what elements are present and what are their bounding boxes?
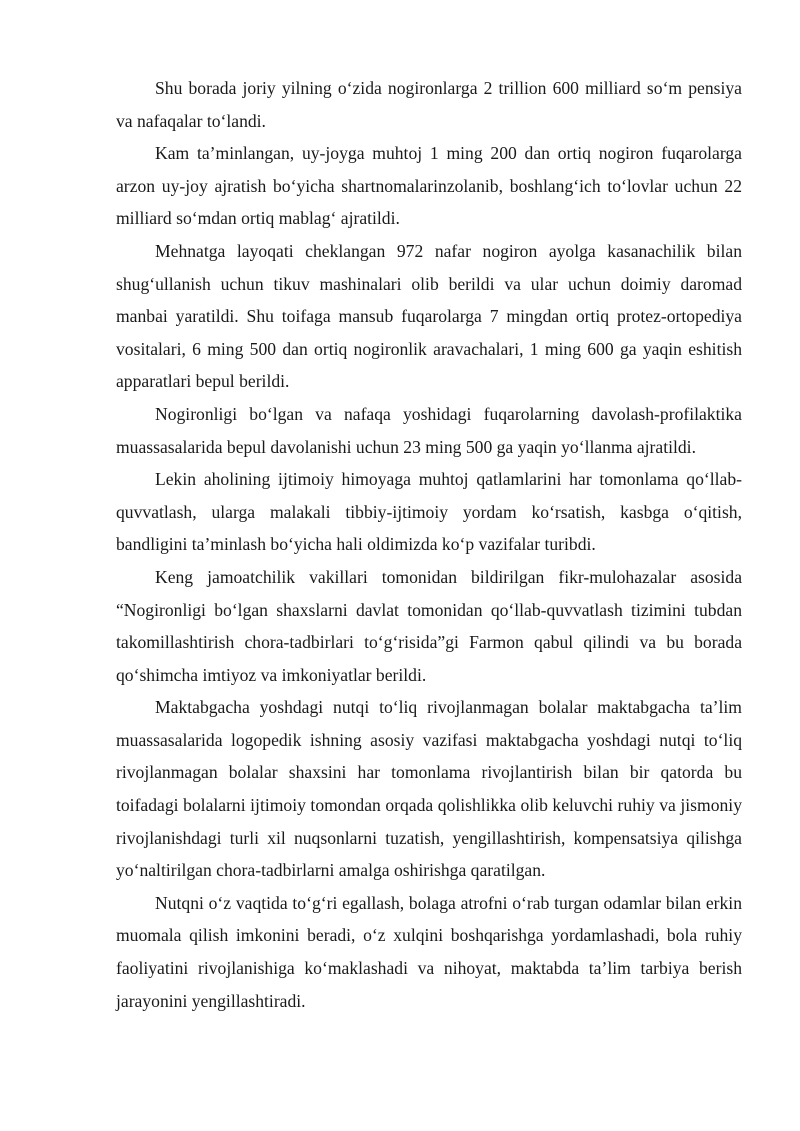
paragraph-5: Lekin aholining ijtimoiy himoyaga muhtoj qatlamlarini har tomonlama qo‘llab-quvvatlash, ularga malakali tibbiy-ijtimoiy yordam ko‘rsatish, kasbga o‘qitish, bandligini ta’minlash bo‘yicha hali oldimizda ko‘p vazifalar turibdi. [116,469,742,555]
paragraph-3: Mehnatga layoqati cheklangan 972 nafar nogiron ayolga kasanachilik bilan shug‘ullanish uchun tikuv mashinalari olib berildi va ular uchun doimiy daromad manbai yaratildi. Shu toifaga mansub fuqarolarga 7 mingdan ortiq protez-ortopediya vositalari, 6 ming 500 dan ortiq nogironlik aravachalari, 1 ming 600 ga yaqin eshitish apparatlari bepul berildi. [116,240,742,392]
paragraph-6: Keng jamoatchilik vakillari tomonidan bildirilgan fikr-mulohazalar asosida “Nogironligi bo‘lgan shaxslarni davlat tomonidan qo‘llab-quvvatlash tizimini tubdan takomillashtirish chora-tadbirlari to‘g‘risida”gi Farmon qabul qilindi va bu borada qo‘shimcha imtiyoz va imkoniyatlar berildi. [116,566,742,685]
paragraph-4: Nogironligi bo‘lgan va nafaqa yoshidagi fuqarolarning davolash-profilaktika muassasalarida bepul davolanishi uchun 23 ming 500 ga yaqin yo‘llanma ajratildi. [116,403,742,457]
paragraph-1: Shu borada joriy yilning o‘zida nogironlarga 2 trillion 600 milliard so‘m pensiya va nafaqalar to‘landi. [116,78,742,131]
document-body [116,72,742,1017]
paragraph-2: Kam ta’minlangan, uy-joyga muhtoj 1 ming 200 dan ortiq nogiron fuqarolarga arzon uy-joy ajratish bo‘yicha shartnomalarinzolanib, boshlang‘ich to‘lovlar uchun 22 milliard so‘mdan ortiq mablag‘ ajratildi. [116,143,742,229]
paragraph-8: Nutqni o‘z vaqtida to‘g‘ri egallash, bolaga atrofni o‘rab turgan odamlar bilan erkin muomala qilish imkonini beradi, o‘z xulqini boshqarishga yordamlashadi, bola ruhiy faoliyatini rivojlanishiga ko‘maklashadi va nihoyat, maktabda ta’lim tarbiya berish jarayonini yengillashtiradi. [116,892,742,1011]
paragraph-7: Maktabgacha yoshdagi nutqi to‘liq rivojlanmagan bolalar maktabgacha ta’lim muassasalarida logopedik ishning asosiy vazifasi maktabgacha yoshdagi nutqi to‘liq rivojlanmagan bolalar shaxsini har tomonlama rivojlantirish bilan bir qatorda bu toifadagi bolalarni ijtimoiy tomondan orqada qolishlikka olib keluvchi ruhiy va jismoniy rivojlanishdagi turli xil nuqsonlarni tuzatish, yengillashtirish, kompensatsiya qilishga yo‘naltirilgan chora-tadbirlarni amalga oshirishga qaratilgan. [116,697,742,881]
